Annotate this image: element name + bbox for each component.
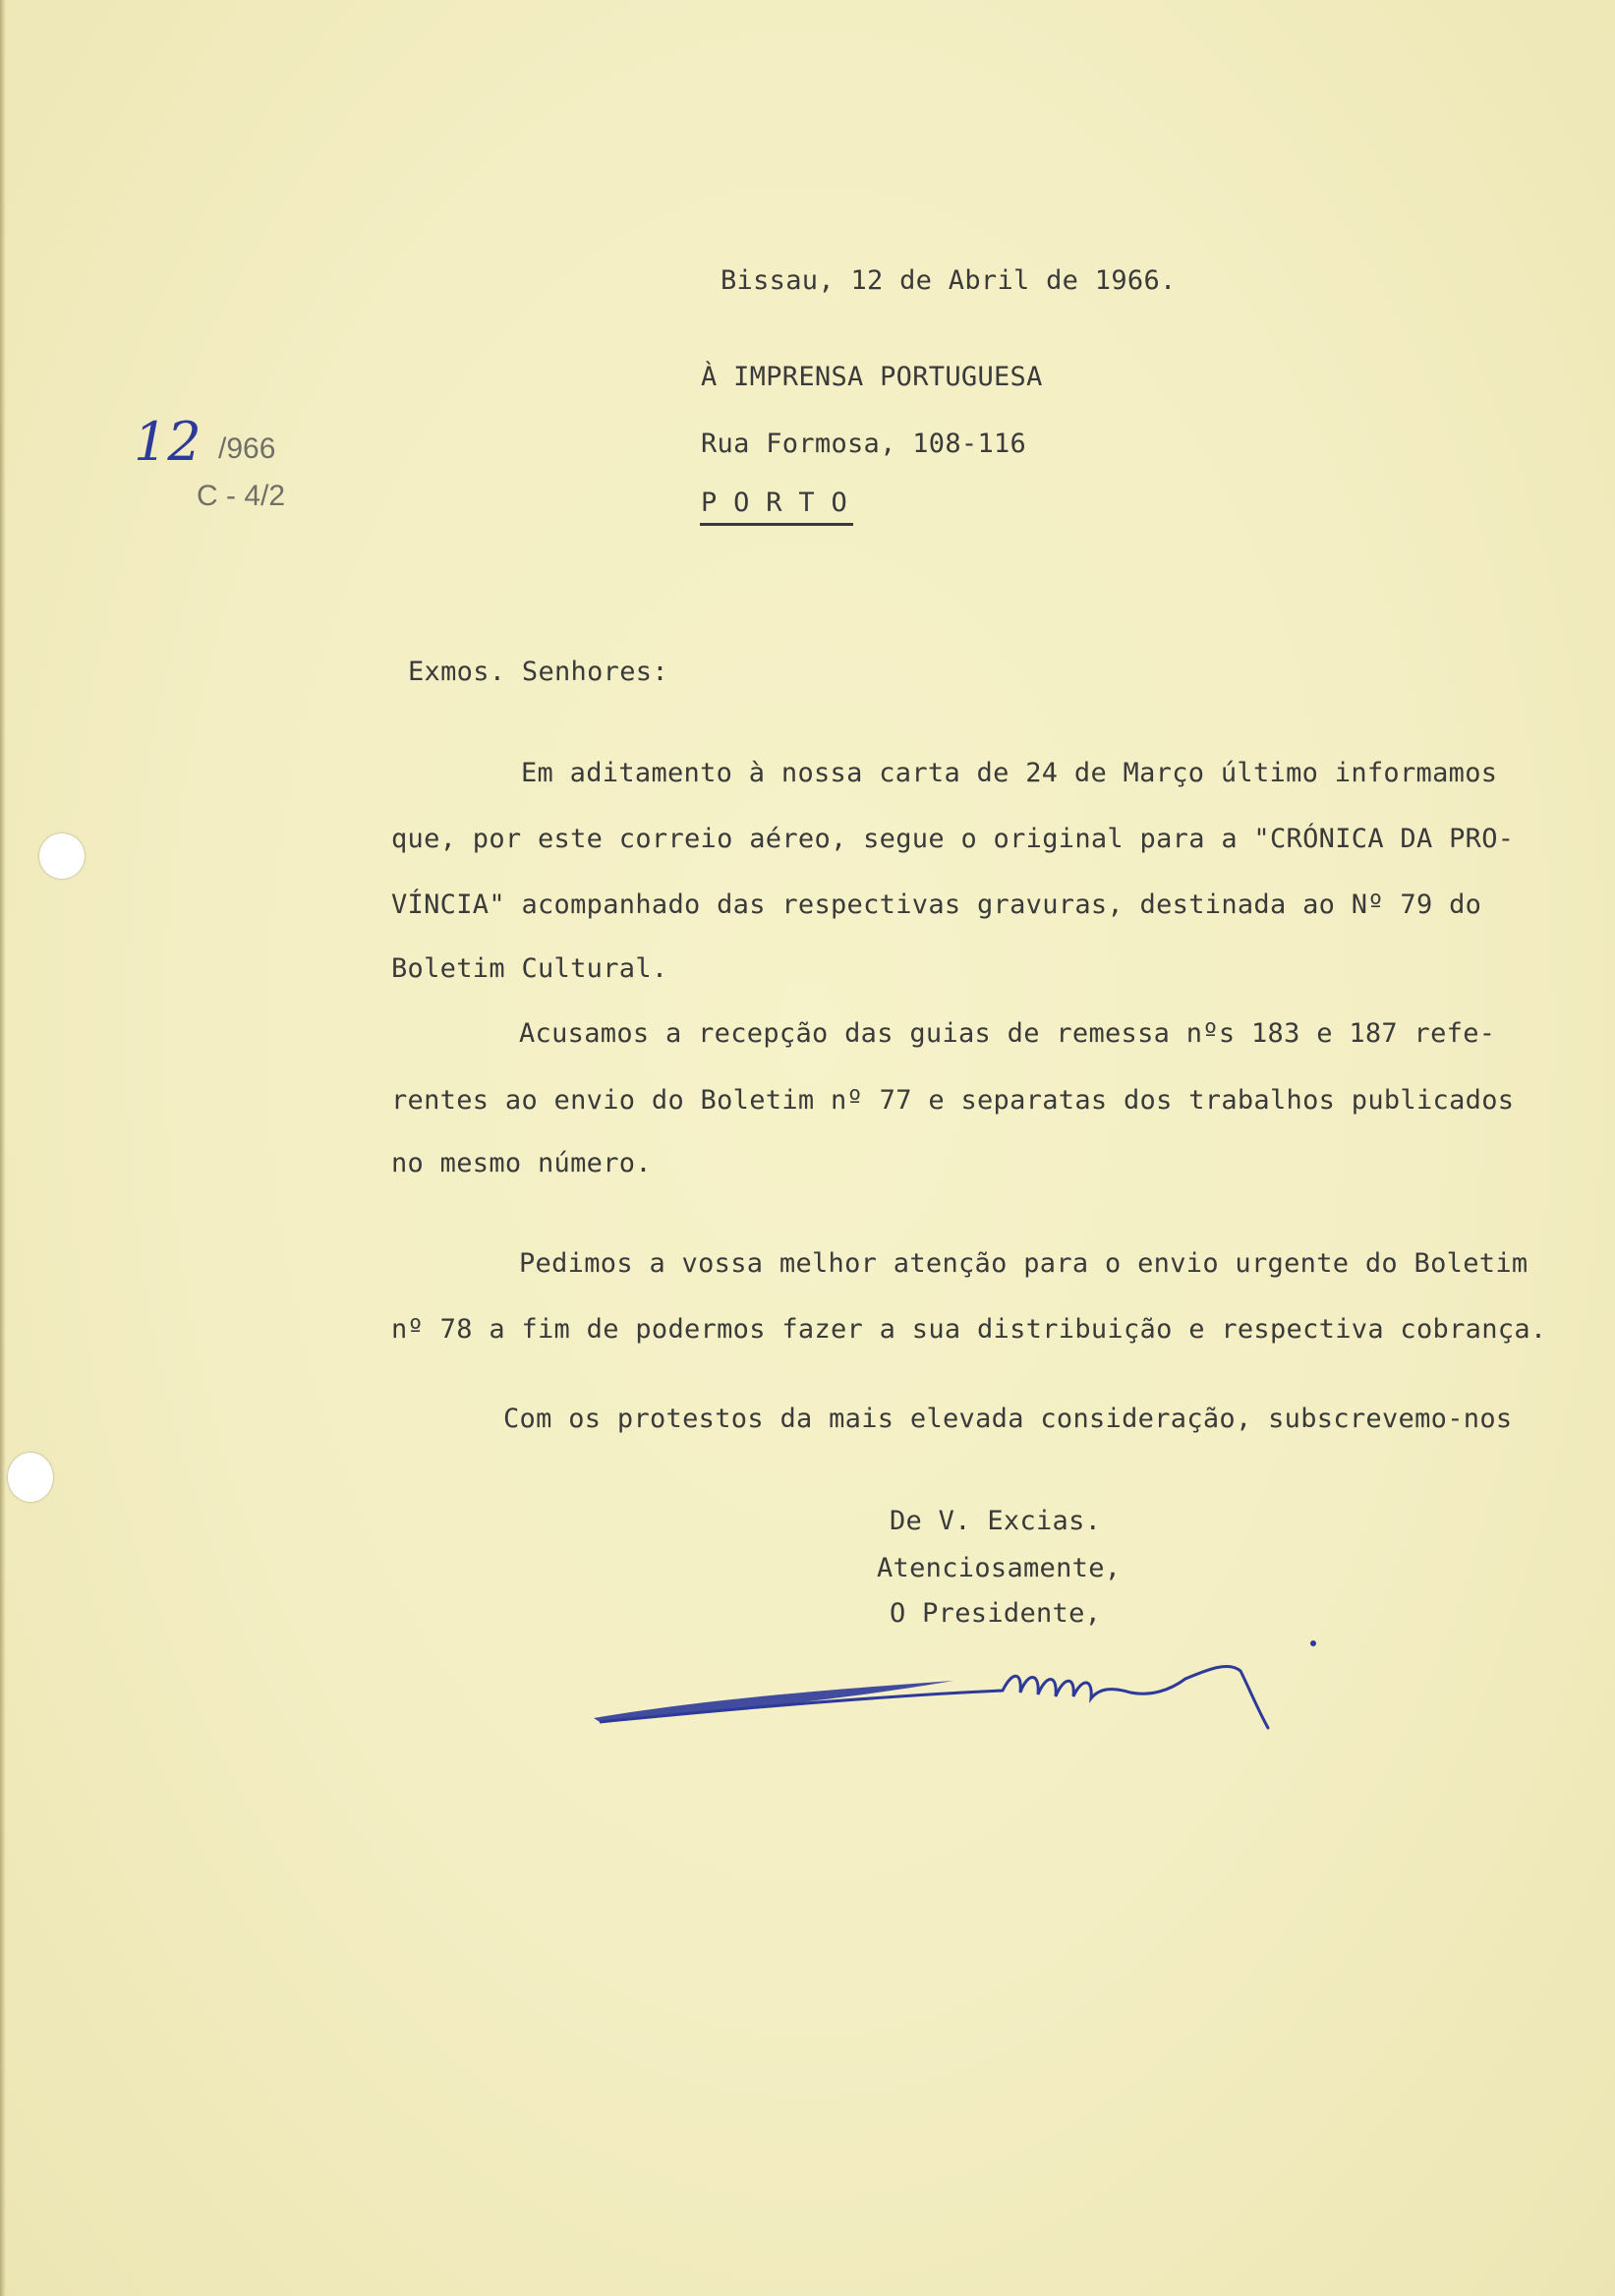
paragraph-2-line-3: no mesmo número. [391,1148,652,1178]
file-year: /966 [218,432,276,465]
addressee-city: P O R T O [701,488,847,518]
paragraph-3-line-1: Pedimos a vossa melhor atenção para o envio urgente do Boletim [519,1248,1528,1279]
paper-edge [0,0,6,2296]
place-date: Bissau, 12 de Abril de 1966. [721,265,1177,296]
signoff-line-2: Atenciosamente, [877,1553,1122,1583]
paragraph-1-line-2: que, por este correio aéreo, segue o original para a "CRÓNICA DA PRO- [391,824,1515,854]
signoff-line-1: De V. Excias. [890,1506,1102,1536]
paragraph-3-line-2: nº 78 a fim de podermos fazer a sua distribuição e respectiva cobrança. [391,1314,1547,1345]
addressee-name: À IMPRENSA PORTUGUESA [701,362,1043,392]
signoff-line-3: O Presidente, [890,1598,1102,1629]
addressee-street: Rua Formosa, 108-116 [701,429,1027,459]
punch-hole-bottom [8,1453,53,1502]
paragraph-1-line-3: VÍNCIA" acompanhado das respectivas gravuras, destinada ao Nº 79 do [391,890,1482,920]
paragraph-1-line-1: Em aditamento à nossa carta de 24 de Março último informamos [521,758,1498,788]
paragraph-2-line-2: rentes ao envio do Boletim nº 77 e separatas dos trabalhos publicados [391,1085,1515,1116]
salutation: Exmos. Senhores: [408,657,668,687]
paragraph-2-line-1: Acusamos a recepção das guias de remessa nºs 183 e 187 refe- [519,1018,1496,1049]
paragraph-1-line-4: Boletim Cultural. [391,953,668,984]
handwritten-signature [580,1632,1327,1740]
closing-line: Com os protestos da mais elevada consideração, subscrevemo-nos [503,1404,1513,1434]
punch-hole-top [39,833,85,879]
city-underline [700,523,853,526]
file-code: C - 4/2 [197,480,286,512]
file-number-handwritten: 12 [134,411,202,473]
